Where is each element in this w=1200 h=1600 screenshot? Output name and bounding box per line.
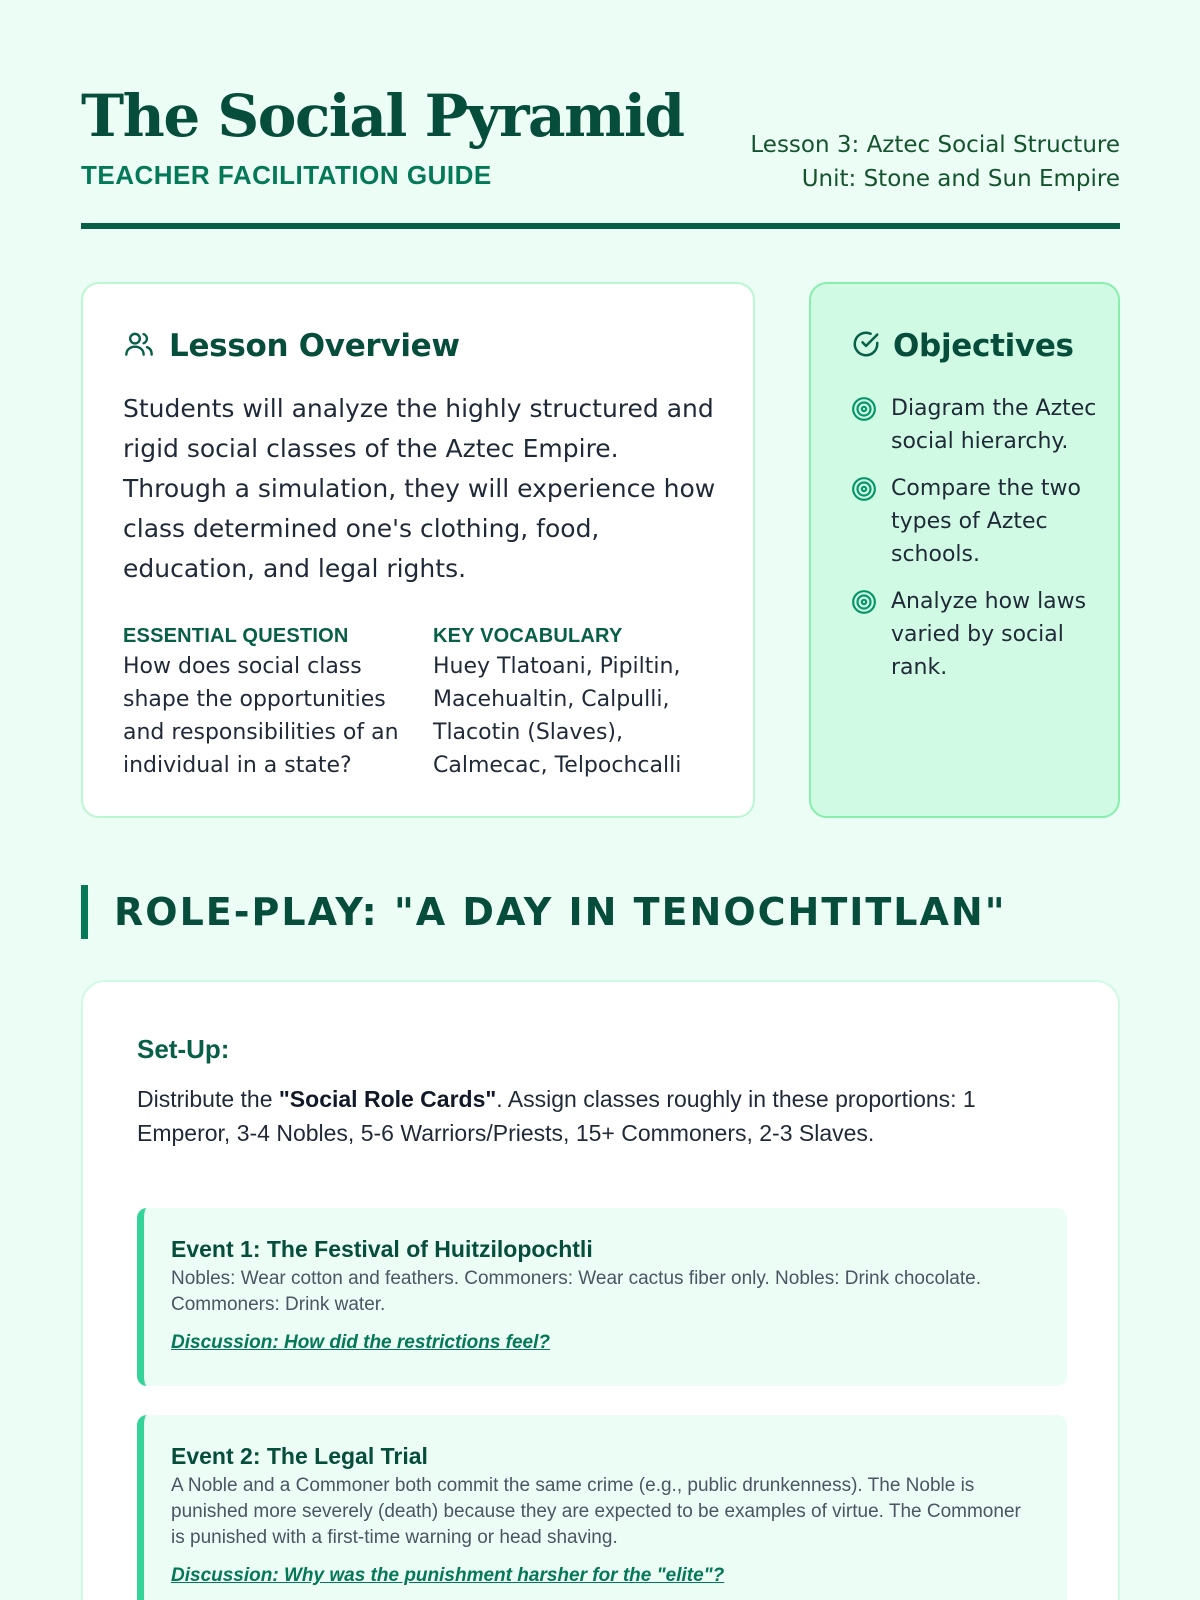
header xyxy=(81,0,1120,229)
unit-label: Unit: Stone and Sun Empire xyxy=(801,166,1120,192)
objective-item xyxy=(851,472,1101,571)
users-icon xyxy=(123,328,169,364)
roleplay-section-title: ROLE-PLAY: "A DAY IN TENOCHTITLAN" xyxy=(81,885,1007,939)
lesson-overview-card xyxy=(81,282,755,818)
target-icon xyxy=(851,472,891,506)
event-card xyxy=(137,1415,1067,1600)
lesson-meta xyxy=(750,128,1120,196)
objective-item xyxy=(851,585,1101,684)
essential-question-text: How does social class shape the opportunities and responsibilities of an individual in a state? xyxy=(123,654,399,778)
objective-text: Compare the two types of Aztec schools. xyxy=(891,476,1081,567)
objectives-list xyxy=(851,392,1101,698)
event-title: Event 1: The Festival of Huitzilopochtli xyxy=(171,1236,593,1262)
setup-prefix: Distribute the xyxy=(137,1086,279,1112)
overview-text: Students will analyze the highly structured and rigid social classes of the Aztec Empire. Through a simulation, they will experience how class determined one's clothing, food, education, and legal rights. xyxy=(123,394,716,583)
setup-text xyxy=(137,1082,1067,1150)
page xyxy=(81,0,1120,1586)
discussion-link[interactable]: Discussion: Why was the punishment harsher for the "elite"? xyxy=(171,1565,725,1586)
essential-question xyxy=(123,622,413,782)
key-vocabulary-text: Huey Tlatoani, Pipiltin, Macehualtin, Calpulli, Tlacotin (Slaves), Calmecac, Telpochcalli xyxy=(433,654,682,778)
key-vocabulary-label: KEY VOCABULARY xyxy=(433,625,623,647)
overview-heading: Lesson Overview xyxy=(169,328,460,364)
objective-text: Analyze how laws varied by social rank. xyxy=(891,589,1087,680)
event-card xyxy=(137,1208,1067,1386)
essential-question-label: ESSENTIAL QUESTION xyxy=(123,625,349,647)
key-vocabulary xyxy=(433,622,723,782)
lesson-label: Lesson 3: Aztec Social Structure xyxy=(750,132,1120,158)
page-subtitle: TEACHER FACILITATION GUIDE xyxy=(81,160,492,190)
objective-item xyxy=(851,392,1101,458)
discussion-link[interactable]: Discussion: How did the restrictions feel? xyxy=(171,1332,551,1353)
setup-suffix: . Assign classes roughly in these proportions: 1 Emperor, 3-4 Nobles, 5-6 Warriors/Priests, 15+ Commoners, 2-3 Slaves. xyxy=(137,1086,976,1146)
roleplay-card xyxy=(81,980,1120,1600)
event-description: A Noble and a Commoner both commit the same crime (e.g., public drunkenness). The Noble is punished more severely (death) because they are expected to be examples of virtue. The Commoner is punished with a first-time warning or head shaving. xyxy=(171,1475,1021,1548)
overview-header xyxy=(123,328,460,364)
event-title: Event 2: The Legal Trial xyxy=(171,1443,428,1469)
check-circle-icon xyxy=(851,329,893,363)
objectives-heading: Objectives xyxy=(893,328,1074,364)
objectives-card xyxy=(809,282,1120,818)
event-description: Nobles: Wear cotton and feathers. Commoners: Wear cactus fiber only. Nobles: Drink chocolate. Commoners: Drink water. xyxy=(171,1268,981,1315)
target-icon xyxy=(851,585,891,619)
page-title: The Social Pyramid xyxy=(81,82,684,150)
social-role-cards-label: "Social Role Cards" xyxy=(278,1086,497,1112)
objective-text: Diagram the Aztec social hierarchy. xyxy=(891,396,1097,454)
setup-label: Set-Up: xyxy=(137,1034,230,1064)
target-icon xyxy=(851,392,891,426)
objectives-header xyxy=(851,328,1074,364)
